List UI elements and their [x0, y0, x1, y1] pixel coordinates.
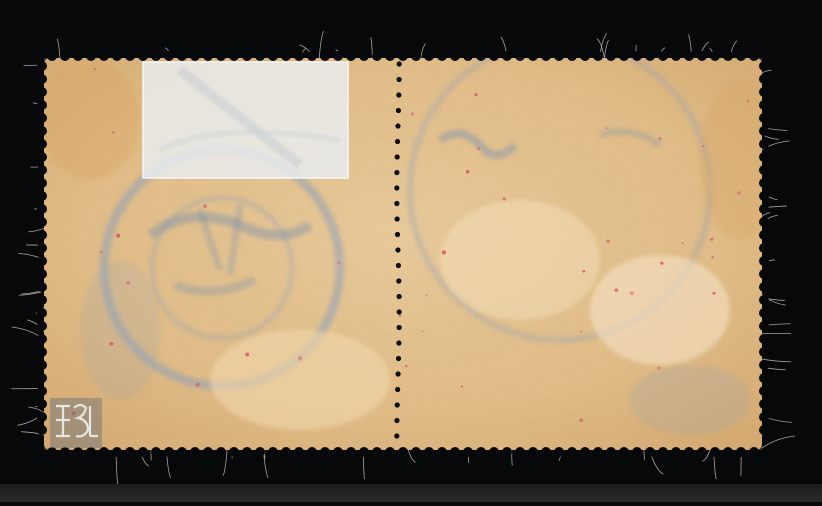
- center-perforation-hole: [395, 123, 400, 128]
- perforation-hole: [151, 51, 161, 61]
- perforation-hole: [177, 51, 187, 61]
- perforation-hole: [759, 165, 769, 175]
- perforation-hole: [759, 139, 769, 149]
- perforation-hole: [37, 334, 47, 344]
- perforation-hole: [645, 447, 655, 457]
- center-perforation-hole: [397, 325, 402, 330]
- perforation-hole: [684, 447, 694, 457]
- perforation-hole: [86, 51, 96, 61]
- center-perforation-hole: [396, 92, 401, 97]
- red-fiber-speck: [245, 352, 249, 356]
- perforation-hole: [372, 51, 382, 61]
- center-perforation-hole: [396, 108, 401, 113]
- perforation-hole: [37, 295, 47, 305]
- perforation-hole: [216, 447, 226, 457]
- perforation-hole: [759, 243, 769, 253]
- perforation-hole: [307, 447, 317, 457]
- perforation-hole: [697, 447, 707, 457]
- perforation-hole: [759, 282, 769, 292]
- perforation-hole: [37, 217, 47, 227]
- center-perforation-hole: [395, 371, 400, 376]
- perforation-hole: [759, 191, 769, 201]
- perforation-hole: [580, 447, 590, 457]
- red-fiber-speck: [196, 383, 200, 387]
- perforation-hole: [346, 447, 356, 457]
- center-perforation-hole: [394, 201, 399, 206]
- perforation-hole: [749, 51, 759, 61]
- red-fiber-speck: [399, 314, 402, 317]
- red-fiber-speck: [614, 288, 618, 292]
- red-fiber-speck: [657, 366, 660, 369]
- perforation-hole: [411, 51, 421, 61]
- perforation-hole: [294, 51, 304, 61]
- red-fiber-speck: [660, 262, 663, 265]
- red-fiber-speck: [110, 342, 114, 346]
- perforation-hole: [37, 386, 47, 396]
- center-perforation-hole: [396, 77, 401, 82]
- perforation-hole: [242, 51, 252, 61]
- perforation-hole: [60, 51, 70, 61]
- red-fiber-speck: [112, 131, 115, 134]
- perforation-hole: [632, 51, 642, 61]
- perforation-hole: [515, 447, 525, 457]
- perforation-hole: [567, 447, 577, 457]
- perforation-hole: [463, 51, 473, 61]
- perforation-hole: [580, 51, 590, 61]
- red-fiber-speck: [338, 262, 340, 264]
- perforation-hole: [759, 230, 769, 240]
- perforation-hole: [759, 334, 769, 344]
- red-fiber-speck: [682, 242, 684, 244]
- perforation-hole: [759, 321, 769, 331]
- perforation-hole: [37, 230, 47, 240]
- perforation-hole: [255, 51, 265, 61]
- perforation-hole: [73, 447, 83, 457]
- perforation-hole: [723, 51, 733, 61]
- paper-fiber: [762, 436, 795, 448]
- center-perforation-hole: [394, 433, 399, 438]
- perforation-hole: [567, 51, 577, 61]
- perforation-hole: [190, 447, 200, 457]
- red-fiber-speck: [579, 418, 583, 422]
- perforation-hole: [710, 447, 720, 457]
- perforation-hole: [346, 51, 356, 61]
- perforation-hole: [37, 204, 47, 214]
- center-perforation-hole: [396, 263, 401, 268]
- perforation-hole: [658, 51, 668, 61]
- perforation-hole: [73, 51, 83, 61]
- perforation-hole: [759, 256, 769, 266]
- red-fiber-speck: [474, 93, 477, 96]
- perforation-hole: [37, 425, 47, 435]
- perforation-hole: [759, 360, 769, 370]
- red-fiber-speck: [425, 294, 427, 296]
- red-fiber-speck: [606, 127, 608, 129]
- red-fiber-speck: [477, 147, 480, 150]
- perforation-hole: [658, 447, 668, 457]
- red-fiber-speck: [466, 170, 470, 174]
- perforation-hole: [37, 321, 47, 331]
- perforation-hole: [203, 447, 213, 457]
- perforation-hole: [333, 447, 343, 457]
- perforation-hole: [47, 51, 57, 61]
- perforation-hole: [759, 152, 769, 162]
- perforation-hole: [554, 51, 564, 61]
- perforation-hole: [606, 51, 616, 61]
- perforation-hole: [281, 447, 291, 457]
- red-fiber-speck: [710, 238, 713, 241]
- perforation-hole: [710, 51, 720, 61]
- red-fiber-speck: [405, 365, 407, 367]
- perforation-hole: [151, 447, 161, 457]
- perforation-hole: [86, 447, 96, 457]
- perforation-hole: [463, 447, 473, 457]
- watermark-logo: [50, 398, 102, 448]
- scanner-bed-edge: [0, 484, 822, 502]
- red-fiber-speck: [126, 281, 130, 285]
- perforation-hole: [268, 447, 278, 457]
- perforation-hole: [385, 51, 395, 61]
- perforation-hole: [684, 51, 694, 61]
- perforation-hole: [489, 447, 499, 457]
- perforation-hole: [437, 447, 447, 457]
- red-fiber-speck: [659, 137, 662, 140]
- red-fiber-speck: [580, 331, 582, 333]
- perforation-hole: [37, 308, 47, 318]
- perforation-hole: [37, 191, 47, 201]
- center-perforation-hole: [395, 216, 400, 221]
- perforation-hole: [37, 126, 47, 136]
- perforation-hole: [307, 51, 317, 61]
- perforation-hole: [759, 308, 769, 318]
- perforation-hole: [112, 51, 122, 61]
- center-perforation-hole: [395, 139, 400, 144]
- red-fiber-speck: [461, 385, 463, 387]
- perforation-hole: [398, 51, 408, 61]
- perforation-hole: [203, 51, 213, 61]
- perforation-hole: [37, 152, 47, 162]
- perforation-hole: [268, 51, 278, 61]
- red-fiber-speck: [713, 292, 716, 295]
- red-fiber-speck: [711, 256, 713, 258]
- perforation-hole: [554, 447, 564, 457]
- perforation-hole: [99, 51, 109, 61]
- perforation-hole: [37, 373, 47, 383]
- perforation-hole: [476, 447, 486, 457]
- perforation-hole: [749, 447, 759, 457]
- perforation-hole: [37, 87, 47, 97]
- perforation-hole: [759, 61, 769, 71]
- red-fiber-speck: [298, 356, 302, 360]
- perforation-hole: [515, 51, 525, 61]
- perforation-hole: [736, 447, 746, 457]
- perforation-hole: [320, 447, 330, 457]
- center-perforation-hole: [394, 185, 399, 190]
- perforation-hole: [671, 51, 681, 61]
- perforation-hole: [125, 51, 135, 61]
- center-perforation-hole: [394, 418, 399, 423]
- perforation-hole: [333, 51, 343, 61]
- red-fiber-speck: [411, 112, 414, 115]
- perforation-hole: [372, 447, 382, 457]
- perforation-hole: [60, 447, 70, 457]
- perforation-hole: [37, 139, 47, 149]
- center-perforation-hole: [397, 61, 402, 66]
- center-perforation-hole: [396, 356, 401, 361]
- perforation-hole: [723, 447, 733, 457]
- perforation-hole: [736, 51, 746, 61]
- perforation-hole: [242, 447, 252, 457]
- perforation-hole: [759, 425, 769, 435]
- perforation-hole: [37, 269, 47, 279]
- paper-fiber: [57, 39, 60, 58]
- perforation-hole: [411, 447, 421, 457]
- center-perforation-hole: [394, 170, 399, 175]
- perforation-hole: [164, 447, 174, 457]
- perforation-hole: [37, 347, 47, 357]
- perforation-hole: [759, 412, 769, 422]
- center-perforation-hole: [395, 402, 400, 407]
- center-perforation-hole: [395, 387, 400, 392]
- perforation-hole: [759, 373, 769, 383]
- hinge-remnant: [143, 62, 348, 178]
- perforation-hole: [541, 51, 551, 61]
- perforation-hole: [424, 447, 434, 457]
- perforation-hole: [541, 447, 551, 457]
- center-perforation-hole: [396, 294, 401, 299]
- perforation-hole: [502, 51, 512, 61]
- perforation-hole: [759, 386, 769, 396]
- perforation-hole: [437, 51, 447, 61]
- perforation-hole: [99, 447, 109, 457]
- red-fiber-speck: [630, 291, 634, 295]
- red-fiber-speck: [203, 204, 207, 208]
- center-perforation-hole: [397, 309, 402, 314]
- perforation-hole: [138, 51, 148, 61]
- perforation-hole: [138, 447, 148, 457]
- perforation-hole: [320, 51, 330, 61]
- perforation-hole: [229, 51, 239, 61]
- perforation-hole: [37, 113, 47, 123]
- perforation-hole: [37, 412, 47, 422]
- perforation-hole: [37, 243, 47, 253]
- perforation-hole: [759, 87, 769, 97]
- center-perforation-hole: [395, 247, 400, 252]
- perforation-hole: [177, 447, 187, 457]
- perforation-hole: [759, 113, 769, 123]
- perforation-hole: [37, 61, 47, 71]
- red-fiber-speck: [442, 250, 446, 254]
- perforation-hole: [229, 447, 239, 457]
- perforation-hole: [593, 447, 603, 457]
- perforation-hole: [697, 51, 707, 61]
- perforation-hole: [476, 51, 486, 61]
- perforation-hole: [385, 447, 395, 457]
- red-fiber-speck: [737, 191, 741, 195]
- perforation-hole: [216, 51, 226, 61]
- perforation-hole: [37, 74, 47, 84]
- perforation-hole: [450, 447, 460, 457]
- red-fiber-speck: [702, 145, 704, 147]
- perforation-hole: [759, 269, 769, 279]
- perforation-hole: [759, 74, 769, 84]
- perforation-hole: [112, 447, 122, 457]
- perforation-hole: [528, 51, 538, 61]
- perforation-hole: [645, 51, 655, 61]
- perforation-hole: [671, 447, 681, 457]
- perforation-hole: [281, 51, 291, 61]
- perforation-hole: [125, 447, 135, 457]
- perforation-hole: [359, 447, 369, 457]
- center-perforation-hole: [396, 278, 401, 283]
- perforation-hole: [164, 51, 174, 61]
- perforation-hole: [37, 360, 47, 370]
- red-fiber-speck: [503, 197, 506, 200]
- perforation-hole: [424, 51, 434, 61]
- perforation-hole: [619, 447, 629, 457]
- perforation-hole: [619, 51, 629, 61]
- red-fiber-speck: [582, 270, 585, 273]
- perforation-hole: [359, 51, 369, 61]
- red-fiber-speck: [100, 251, 103, 254]
- red-fiber-speck: [421, 331, 423, 333]
- red-fiber-speck: [606, 239, 610, 243]
- perforation-hole: [450, 51, 460, 61]
- perforation-hole: [632, 447, 642, 457]
- perforation-hole: [489, 51, 499, 61]
- perforation-hole: [255, 447, 265, 457]
- perforation-hole: [593, 51, 603, 61]
- perforation-hole: [759, 178, 769, 188]
- perforation-hole: [528, 447, 538, 457]
- perforation-hole: [294, 447, 304, 457]
- perforation-hole: [398, 447, 408, 457]
- perforation-hole: [759, 100, 769, 110]
- perforation-hole: [37, 256, 47, 266]
- perforation-hole: [759, 399, 769, 409]
- perforation-hole: [759, 295, 769, 305]
- paper-fiber: [644, 450, 645, 460]
- perforation-hole: [37, 100, 47, 110]
- perforation-hole: [47, 447, 57, 457]
- red-fiber-speck: [116, 234, 120, 238]
- red-fiber-speck: [94, 68, 96, 70]
- perforation-hole: [37, 399, 47, 409]
- perforation-hole: [190, 51, 200, 61]
- perforation-hole: [502, 447, 512, 457]
- perforation-hole: [37, 178, 47, 188]
- perforation-hole: [759, 217, 769, 227]
- perforation-hole: [759, 126, 769, 136]
- perforation-hole: [37, 282, 47, 292]
- center-perforation-hole: [395, 154, 400, 159]
- perforation-hole: [759, 204, 769, 214]
- center-perforation-hole: [395, 232, 400, 237]
- perforation-hole: [606, 447, 616, 457]
- red-fiber-speck: [747, 100, 750, 103]
- perforation-hole: [759, 347, 769, 357]
- center-perforation-hole: [396, 340, 401, 345]
- perforation-hole: [37, 165, 47, 175]
